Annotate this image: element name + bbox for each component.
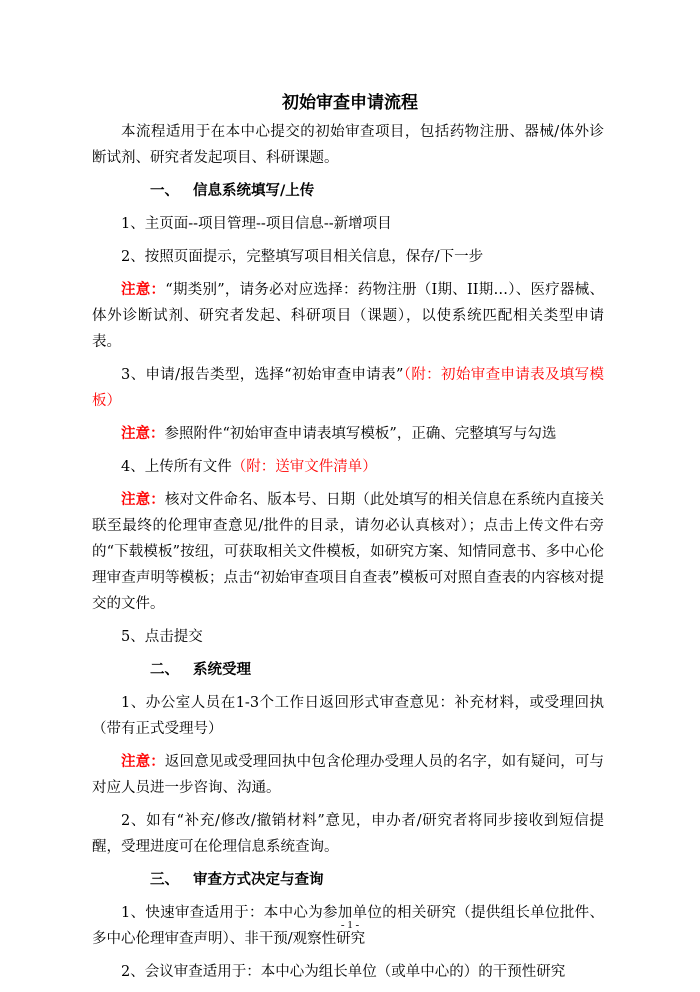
note-text: 返回意见或受理回执中包含伦理办受理人员的名字，如有疑问，可与对应人员进一步咨询、沟通。 [92,754,604,796]
section-1-step-1: 1、主页面--项目管理--项目信息--新增项目 [121,216,392,232]
section-1-step-2: 2、按照页面提示，完整填写项目相关信息，保存/下一步 [121,249,484,265]
note-text: 参照附件“初始审查申请表填写模板”，正确、完整填写与勾选 [164,426,557,442]
section-1-note-1 [92,277,604,355]
section-3-number: 三、 [150,872,179,888]
section-3-step-2: 2、会议审查适用于：本中心为组长单位（或单中心的）的干预性研究 [121,964,566,980]
section-1-step-3 [92,362,604,414]
section-2-title: 系统受理 [193,662,251,678]
attachment-reference: （附：送审文件清单） [231,459,377,475]
section-1-note-3 [92,487,604,617]
section-1-step-4 [92,454,604,480]
section-1-number: 一、 [150,183,179,199]
section-2-step-1: 1、办公室人员在1-3个工作日返回形式审查意见：补充材料，或受理回执（带有正式受理号） [92,695,604,737]
step-text: 3、申请/报告类型，选择“初始审查申请表” [121,367,404,383]
note-label: 注意： [121,425,165,442]
section-1-heading [92,178,604,204]
step-text: 4、上传所有文件 [121,459,232,475]
note-text: 核对文件命名、版本号、日期（此处填写的相关信息在系统内直接关联至最终的伦理审查意见/批件的目录，请勿必认真核对）；点击上传文件右旁的“下载模板”按纽，可获取相关文件模板，如研究方案、知情同意书、多中心伦理审查声明等模板；点击“初始审查项目自查表”模板可对照自查表的内容核对提交的文件。 [92,492,604,612]
section-1-step-5: 5、点击提交 [121,629,203,645]
section-3-heading [92,867,604,893]
attachment-reference: （附：初始审查申请表及填写模板） [92,367,605,409]
section-1-note-2 [92,421,604,447]
note-label: 注意： [121,753,165,770]
section-3-title: 审查方式决定与查询 [193,872,324,888]
note-label: 注意： [121,491,165,508]
section-2-number: 二、 [150,662,179,678]
document-title: 初始审查申请流程 [282,93,418,113]
page-number: - 1 - [340,919,360,931]
section-2-step-2: 2、如有“补充/修改/撤销材料”意见，申办者/研究者将同步接收到短信提醒，受理进度可在伦理信息系统查询。 [92,813,604,855]
document-body [92,119,604,992]
section-3-step-1: 1、快速审查适用于：本中心为参加单位的相关研究（提供组长单位批件、多中心伦理审查声明）、非干预/观察性研究 [92,905,604,947]
section-2-heading [92,657,604,683]
section-2-note [92,749,604,801]
note-text: “期类别”，请务必对应选择：药物注册（I期、II期…）、医疗器械、体外诊断试剂、研究者发起、科研项目（课题），以使系统匹配相关类型申请表。 [92,282,605,350]
intro-paragraph: 本流程适用于在本中心提交的初始审查项目，包括药物注册、器械/体外诊断试剂、研究者发起项目、科研课题。 [92,124,604,166]
note-label: 注意： [121,281,166,298]
section-1-title: 信息系统填写/上传 [193,183,315,199]
